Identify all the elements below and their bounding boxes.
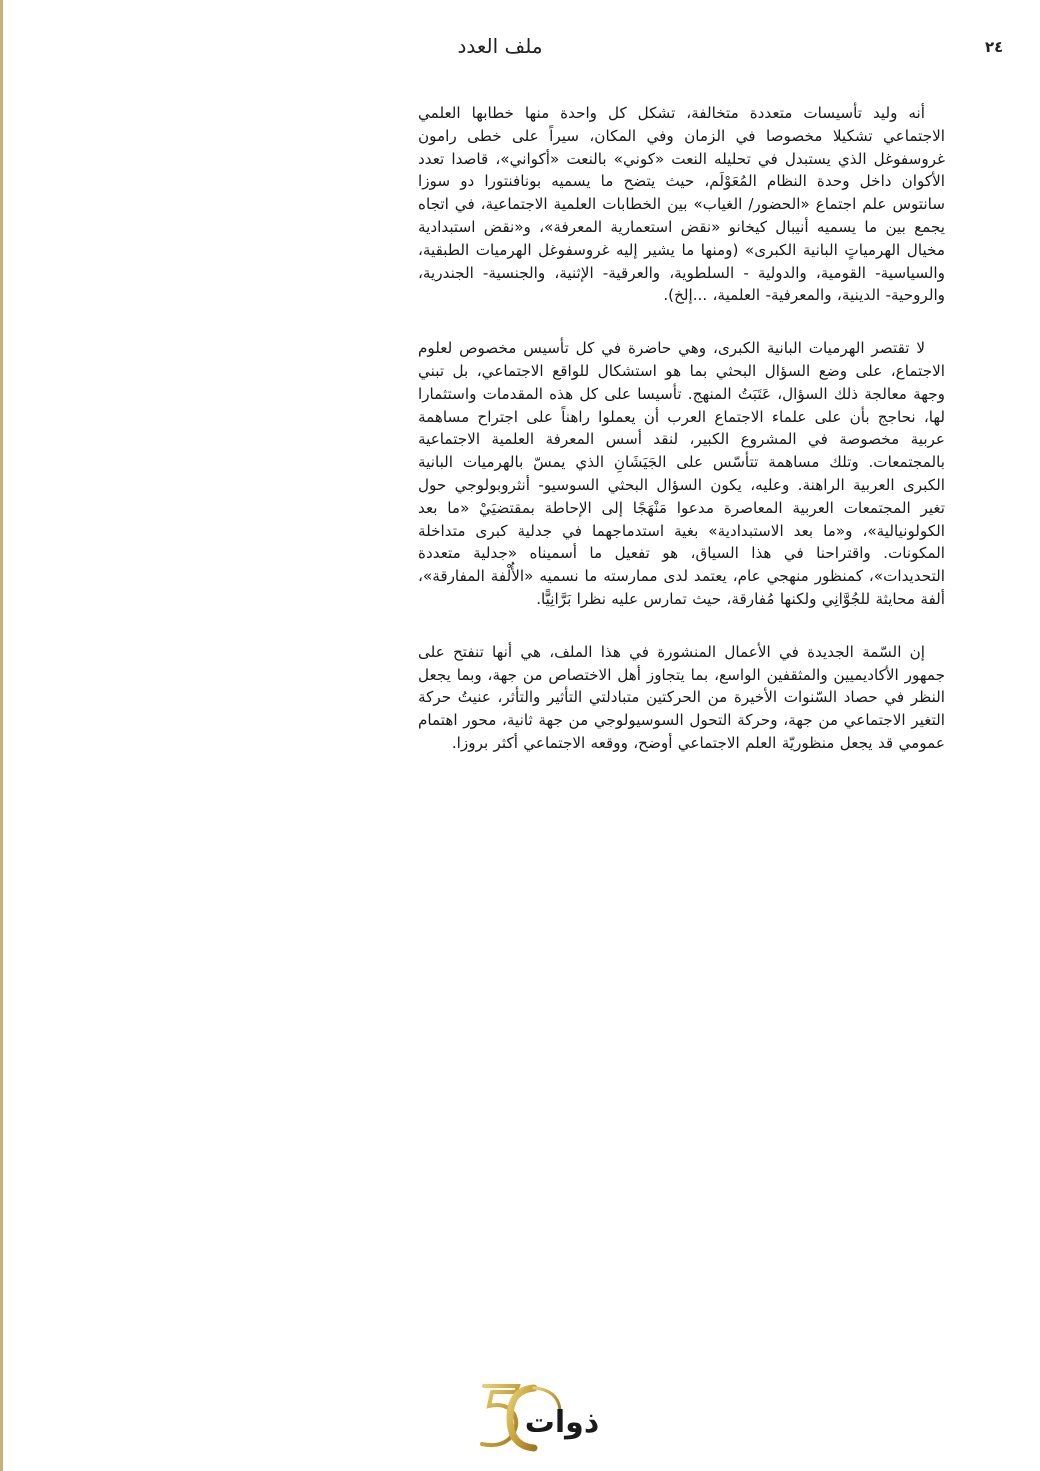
logo-wordmark: ذوات bbox=[524, 1405, 600, 1440]
page-edge-rule bbox=[0, 0, 3, 1471]
article-body bbox=[418, 102, 945, 785]
page-number: ٢٤ bbox=[985, 38, 1004, 56]
paragraph-1: أنه وليد تأسيسات متعددة متخالفة، تشكل كل واحدة منها خطابها العلمي الاجتماعي تشكيلا مخصوصا في الزمان وفي المكان، سيراً على خطى رامون غروسفوغل الذي يستبدل في تحليله النعت «كوني» بالنعت «أكواني»، قاصدا تعدد الأكوان داخل وحدة النظام المُعَوْلَم، حيث يتضح ما يسميه بونافنتورا دو سوزا سانتوس علم اجتماع «الحضور/ الغياب» بين الخطابات العلمية الاجتماعية، في اتجاه يجمع بين ما يسميه أنيبال كيخانو «نقض استعمارية المعرفة»، و«نقض استبدادية مخيال الهرمياتٍ البانية الكبرى» (ومنها ما يشير إليه غروسفوغل الهرميات الطبقية، والسياسية- القومية، والدولية - السلطوية، والعرقية- الإثنية، والجنسية- الجندرية، والروحية- الدينية، والمعرفية- العلمية، ...إلخ). bbox=[418, 104, 945, 305]
paragraph-3: إن السّمة الجديدة في الأعمال المنشورة في هذا الملف، هي أنها تنفتح على جمهور الأكاديميين والمثقفين الواسع، بما يتجاوز أهل الاختصاص من جهة، وبما يجعل النظر في حصاد السّنوات الأخيرة من الحركتين متبادلتي التأثير والتأثر، عنيتُ حركة التغير الاجتماعي من جهة، وحركة التحول السوسيولوجي من جهة ثانية، محور اهتمام عمومي قد يجعل منظوريّة العلم الاجتماعي أوضح، ووقعه الاجتماعي أكثر بروزا. bbox=[418, 642, 945, 752]
section-title: ملف العدد bbox=[457, 34, 543, 58]
dhawat-50-logo bbox=[470, 1380, 610, 1452]
paragraph-2: لا تقتصر الهرميات البانية الكبرى، وهي حاضرة في كل تأسيس مخصوص لعلوم الاجتماع، على وضع السؤال البحثي بما هو استشكال للواقع الاجتماعي، بل تبني وجهة معالجة ذلك السؤال، عَتَبَتُ المنهج. تأسيسا على كل هذه المقدمات واستثمارا لها، نحاجج بأن على علماء الاجتماع العرب أن يعملوا راهناً على اجتراح مساهمة عربية مخصوصة في المشروع الكبير، لنقد أسس المعرفة العلمية الاجتماعية بالمجتمعات. وتلك مساهمة تتأسّس على الجَيَشَانِ الذي يمسّ بالهرميات البانية الكبرى العربية الراهنة. وعليه، يكون السؤال البحثي السوسيو- أنثروبولوجي حول تغير المجتمعات العربية المعاصرة مدعوا مَنْهَجًا إلى الإحاطة بمقتضيَيْ «ما بعد الكولونيالية»، و«ما بعد الاستبدادية» بغية استدماجهما في جدلية كبرى متداخلة المكونات. واقتراحنا في هذا السياق، هو تفعيل ما أسميناه «جدلية متعددة التحديدات»، كمنظور منهجي عام، يعتمد لدى ممارسته ما نسميه «الأُلْفة المفارقة»، ألفة محايثة للجُوَّانِي ولكنها مُفارقة، حيث تمارس عليه نظرا بَرَّانِيًّا. bbox=[418, 339, 945, 608]
